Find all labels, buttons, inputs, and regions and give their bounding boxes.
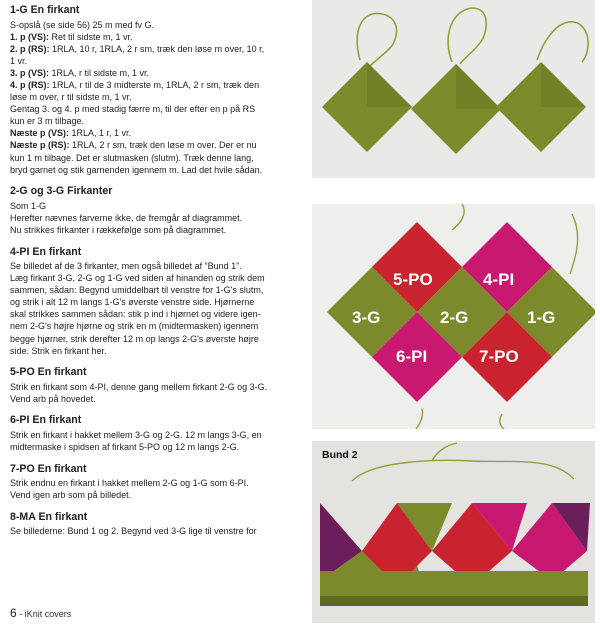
line-text: og strik i alt 12 m langs 1-G's øverste venstre side. Hjørnerne xyxy=(10,297,255,308)
line-text: 1RLA, r til de 3 midterste m, 1RLA, 2 r sm, træk den xyxy=(49,79,260,90)
section-title: 2-G og 3-G Firkanter xyxy=(10,185,113,198)
instruction-line xyxy=(10,200,302,212)
instruction-line xyxy=(10,91,302,103)
instruction-line xyxy=(10,429,302,441)
square-label-2g: 2-G xyxy=(440,308,469,327)
instruction-line xyxy=(10,55,302,67)
instruction-line xyxy=(10,115,302,127)
line-text: bryd garnet og stik garnenden igennem m. Lad det hvile sådan. xyxy=(10,164,263,175)
square-label-1g: 1-G xyxy=(527,308,556,327)
photo-bund2 xyxy=(312,441,595,623)
line-text: Nu strikkes firkanter i rækkefølge som på diagrammet. xyxy=(10,224,227,235)
instruction-line xyxy=(10,477,302,489)
photo-three-squares xyxy=(312,0,595,178)
line-text: 1RLA, r til sidste m, 1 vr. xyxy=(49,67,150,78)
instruction-line xyxy=(10,79,302,91)
instruction-section xyxy=(10,185,302,236)
instruction-line xyxy=(10,43,302,55)
square-label-6pi: 6-PI xyxy=(396,347,428,366)
line-text: Se billederne: Bund 1 og 2. Begynd ved 3-G lige til venstre for xyxy=(10,526,257,537)
line-text: begge hjørner, strik derefter 12 m op langs 2-G's øverste højre xyxy=(10,333,259,344)
instruction-section xyxy=(10,246,302,357)
square-label-3g: 3-G xyxy=(352,308,381,327)
line-text: løse m over, r til sidste m, 1 vr. xyxy=(10,92,132,103)
line-text: Se billedet af de 3 firkanter, men også billedet af “Bund 1”. xyxy=(10,261,242,271)
instruction-section xyxy=(10,366,302,405)
square-label-4pi: 4-PI xyxy=(483,270,515,289)
instruction-section xyxy=(10,414,302,453)
line-text: Som 1-G xyxy=(10,200,47,211)
instruction-section xyxy=(10,463,302,502)
instruction-section xyxy=(10,511,302,538)
line-text: 1 vr. xyxy=(10,55,28,66)
bund2-illustration xyxy=(312,441,595,623)
square-label-5po: 5-PO xyxy=(393,270,433,289)
section-title: 4-PI En firkant xyxy=(10,245,82,258)
step-label: 2. p (RS): xyxy=(10,43,50,54)
line-text: 1RLA, 2 r sm, træk den løse m over. Der er nu xyxy=(69,140,257,151)
instruction-line xyxy=(10,127,302,139)
instruction-line xyxy=(10,152,302,164)
instruction-line xyxy=(10,103,302,115)
step-label: 4. p (RS): xyxy=(10,79,50,90)
instruction-line xyxy=(10,19,302,31)
line-text: midtermaske i spidsen af firkant 5-PO og 12 m langs 2-G. xyxy=(10,442,240,453)
instruction-line xyxy=(10,441,302,453)
line-text: Ret til sidste m, 1 vr. xyxy=(49,31,133,42)
photo-bund1 xyxy=(312,204,595,429)
instruction-line xyxy=(10,224,302,236)
line-text: Gentag 3. og 4. p med stadig færre m, til der efter en p på RS xyxy=(10,104,256,115)
line-text: side. Strik en firkant her. xyxy=(10,345,107,356)
line-text: S-opslå (se side 56) 25 m med fv G. xyxy=(10,19,155,30)
instruction-line xyxy=(10,31,302,43)
section-title: 8-MA En firkant xyxy=(10,510,88,523)
line-text: Vend arb på hovedet. xyxy=(10,393,96,404)
instruction-line xyxy=(10,212,302,224)
instruction-line xyxy=(10,164,302,176)
section-title: 5-PO En firkant xyxy=(10,366,87,379)
line-text: Herefter nævnes farverne ikke, de fremgår af diagrammet. xyxy=(10,212,243,223)
instruction-line xyxy=(10,525,302,537)
instruction-line xyxy=(10,333,302,345)
line-text: nem 2-G's højre hjørne og strik en m (midtermasken) igennem xyxy=(10,321,259,332)
instruction-line xyxy=(10,381,302,393)
bund2-label: Bund 2 xyxy=(322,449,358,461)
section-title: 7-PO En firkant xyxy=(10,462,87,475)
instruction-line xyxy=(10,345,302,357)
line-text: 1RLA, 1 r, 1 vr. xyxy=(69,128,132,139)
instruction-line xyxy=(10,284,302,296)
line-text: Læg firkant 3-G, 2-G og 1-G ved siden af hinanden og strik dem xyxy=(10,273,265,284)
section-title: 1-G En firkant xyxy=(10,4,80,16)
line-text: Strik en firkant som 4-PI, denne gang mellem firkant 2-G og 3-G. xyxy=(10,381,268,392)
instruction-line xyxy=(10,489,302,501)
instruction-line xyxy=(10,393,302,405)
line-text: Vend igen arb som på billedet. xyxy=(10,490,132,501)
line-text: 1RLA, 10 r, 1RLA, 2 r sm, træk den løse m over, 10 r, xyxy=(49,43,265,54)
line-text: skal strikkes sammen sådan: stik p ind i hjørnet og videre igen- xyxy=(10,309,261,320)
step-label: Næste p (RS): xyxy=(10,140,70,151)
step-label: Næste p (VS): xyxy=(10,128,70,139)
instructions-column xyxy=(10,4,302,547)
footer-title: - iKnit covers xyxy=(16,609,72,619)
instruction-line xyxy=(10,320,302,332)
line-text: Strik en firkant i hakket mellem 3-G og 2-G. 12 m langs 3-G, en xyxy=(10,429,262,440)
line-text: Strik endnu en firkant i hakket mellem 2-G og 1-G som 6-PI. xyxy=(10,478,249,489)
instruction-section xyxy=(10,4,302,176)
instruction-line xyxy=(10,296,302,308)
instruction-line xyxy=(10,139,302,151)
step-label: 1. p (VS): xyxy=(10,31,50,42)
line-text: kun 1 m tilbage. Det er slutmasken (slutm). Træk denne lang, xyxy=(10,152,254,163)
instruction-line xyxy=(10,272,302,284)
page-number: 6 xyxy=(10,606,17,620)
three-squares-illustration xyxy=(312,0,595,178)
instruction-line xyxy=(10,260,302,272)
section-title: 6-PI En firkant xyxy=(10,414,82,427)
square-label-7po: 7-PO xyxy=(479,347,519,366)
page-footer xyxy=(10,606,71,620)
instruction-line xyxy=(10,308,302,320)
line-text: sammen, sådan: Begynd umiddelbart til venstre for 1-G's slutm, xyxy=(10,285,264,296)
line-text: kun er 3 m tilbage. xyxy=(10,116,85,127)
step-label: 3. p (VS): xyxy=(10,67,50,78)
instruction-line xyxy=(10,67,302,79)
